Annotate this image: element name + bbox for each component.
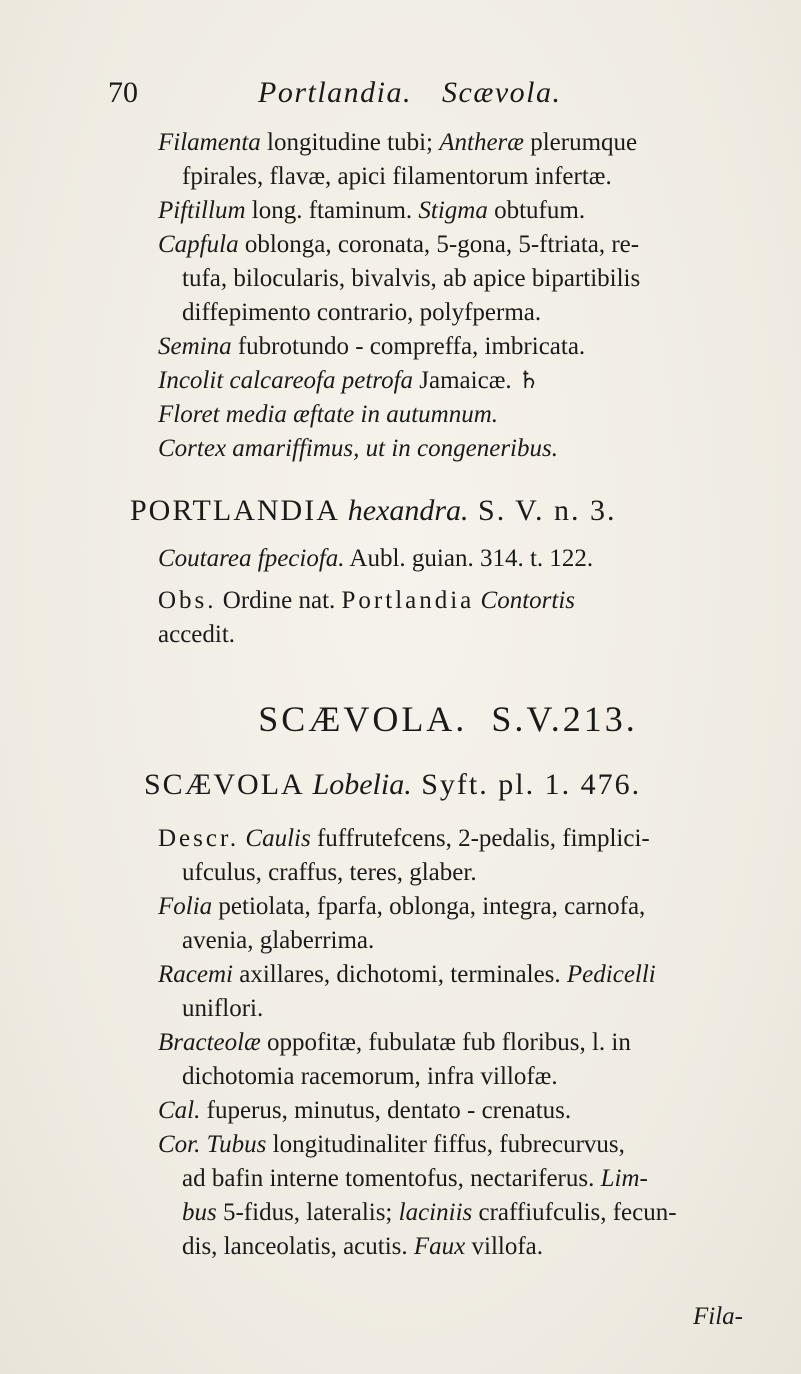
folia-label: Folia xyxy=(158,893,213,920)
obs-order: Contortis xyxy=(480,587,576,614)
cor-line-3b-text: craffiufculis, fecun- xyxy=(472,1199,677,1226)
capsula-line-2: tufa, bilocularis, bivalvis, ab apice bipartibilis xyxy=(182,265,641,292)
scaevola-species-ref: Syft. pl. 1. 476. xyxy=(411,768,642,801)
limbus-label: Lim- xyxy=(600,1165,648,1192)
semina-line xyxy=(158,330,778,364)
portlandia-genus: PORTLANDIA xyxy=(130,494,339,527)
obs-label: Obs. xyxy=(158,587,217,614)
running-title xyxy=(258,76,562,110)
cal-text: fuperus, minutus, dentato - crenatus. xyxy=(200,1097,572,1124)
folia-text: petiolata, fparfa, oblonga, integra, carnofa, xyxy=(212,893,646,920)
obs-line-2: accedit. xyxy=(158,621,236,648)
incolit-line xyxy=(158,364,778,398)
capsula-line xyxy=(158,228,778,262)
caulis-label: Caulis xyxy=(245,825,311,852)
obs-line xyxy=(158,584,778,618)
faux-label: Faux xyxy=(413,1233,466,1260)
cor-label: Cor. xyxy=(158,1131,201,1158)
cor-line xyxy=(158,1128,778,1162)
racemi-text: axillares, dichotomi, terminales. xyxy=(232,961,567,988)
obs-text: Ordine nat. xyxy=(216,587,342,614)
cal-line xyxy=(158,1094,778,1128)
cor-line-4-text: dis, lanceolatis, acutis. xyxy=(182,1233,414,1260)
semina-label: Semina xyxy=(158,333,232,360)
racemi-line xyxy=(158,958,778,992)
bracteolae-text: oppofitæ, fubulatæ fub floribus, l. in xyxy=(260,1029,631,1056)
catchword: Fila- xyxy=(693,1303,743,1330)
page-text xyxy=(130,126,778,1264)
caulis-text: fuffrutefcens, 2-pedalis, fimplici- xyxy=(310,825,650,852)
capsula-line-3: diffepimento contrario, polyfperma. xyxy=(182,299,542,326)
cor-line-3-text: 5-fidus, lateralis; xyxy=(216,1199,399,1226)
scaevola-genus-name: SCÆVOLA. xyxy=(258,699,468,739)
scaevola-genus-heading xyxy=(118,698,778,740)
limbus-label-2: bus xyxy=(182,1199,217,1226)
cor-text: longitudinaliter fiffus, fubrecurvus, xyxy=(266,1131,625,1158)
cal-label: Cal. xyxy=(158,1097,201,1124)
tubus-label: Tubus xyxy=(206,1131,267,1158)
coutarea-name: Coutarea fpeciofa. xyxy=(158,545,345,572)
semina-text: fubrotundo - compreffa, imbricata. xyxy=(231,333,586,360)
racemi-line-2: uniflori. xyxy=(182,995,264,1022)
portlandia-hexandra-heading xyxy=(130,494,778,528)
filamenta-line xyxy=(158,126,778,160)
incolit-text: Incolit calcareofa petrofa xyxy=(158,367,414,394)
coutarea-line xyxy=(158,542,778,576)
cor-line-4b-text: villofa. xyxy=(465,1233,544,1260)
capsula-label: Capfula xyxy=(158,231,239,258)
scaevola-species-heading xyxy=(144,768,778,802)
bracteolae-label: Bracteolæ xyxy=(158,1029,261,1056)
scaevola-genus-ref: S.V.213. xyxy=(491,699,638,739)
coutarea-ref: Aubl. guian. 314. t. 122. xyxy=(344,545,594,572)
obs-genus: Portlandia xyxy=(341,587,475,614)
descr-line xyxy=(158,822,778,856)
cor-line-2-text: ad bafin interne tomentofus, nectariferus. xyxy=(182,1165,601,1192)
running-title-left: Portlandia. xyxy=(258,76,413,109)
cortex-line: Cortex amariffimus, ut in congeneribus. xyxy=(158,435,558,462)
page-header xyxy=(108,76,752,116)
antherae-text: plerumque xyxy=(523,129,638,156)
pistillum-label: Piftillum xyxy=(158,197,246,224)
folia-line-2: avenia, glaberrima. xyxy=(182,927,375,954)
cor-line-2 xyxy=(158,1162,778,1196)
incolit-place: Jamaicæ. xyxy=(413,367,512,394)
scaevola-species-name: Lobelia. xyxy=(312,768,412,801)
portlandia-species: hexandra. xyxy=(347,494,469,527)
running-title-right: Scævola. xyxy=(442,76,562,109)
filamenta-text: longitudine tubi; xyxy=(260,129,440,156)
pistillum-text: long. ftaminum. xyxy=(245,197,419,224)
filamenta-line-2: fpirales, flavæ, apici filamentorum infertæ. xyxy=(182,163,612,190)
folia-line xyxy=(158,890,778,924)
pistillum-line xyxy=(158,194,778,228)
page-number: 70 xyxy=(108,76,138,109)
stigma-text: obtufum. xyxy=(487,197,586,224)
antherae-label: Antheræ xyxy=(439,129,524,156)
racemi-label: Racemi xyxy=(158,961,233,988)
cor-line-4 xyxy=(158,1230,778,1264)
saturn-symbol-icon: ♄ xyxy=(517,368,540,394)
capsula-text: oblonga, coronata, 5-gona, 5-ftriata, re- xyxy=(238,231,640,258)
filamenta-label: Filamenta xyxy=(158,129,261,156)
scaevola-species-genus: SCÆVOLA xyxy=(144,768,304,801)
laciniis-label: laciniis xyxy=(398,1199,473,1226)
bracteolae-line xyxy=(158,1026,778,1060)
stigma-label: Stigma xyxy=(418,197,488,224)
caulis-line-2: ufculus, craffus, teres, glaber. xyxy=(182,859,477,886)
pedicelli-label: Pedicelli xyxy=(566,961,656,988)
descr-label: Descr. xyxy=(158,825,240,852)
portlandia-ref: S. V. n. 3. xyxy=(468,494,617,527)
cor-line-3 xyxy=(158,1196,778,1230)
bracteolae-line-2: dichotomia racemorum, infra villofæ. xyxy=(182,1063,558,1090)
floret-line: Floret media æftate in autumnum. xyxy=(158,401,499,428)
